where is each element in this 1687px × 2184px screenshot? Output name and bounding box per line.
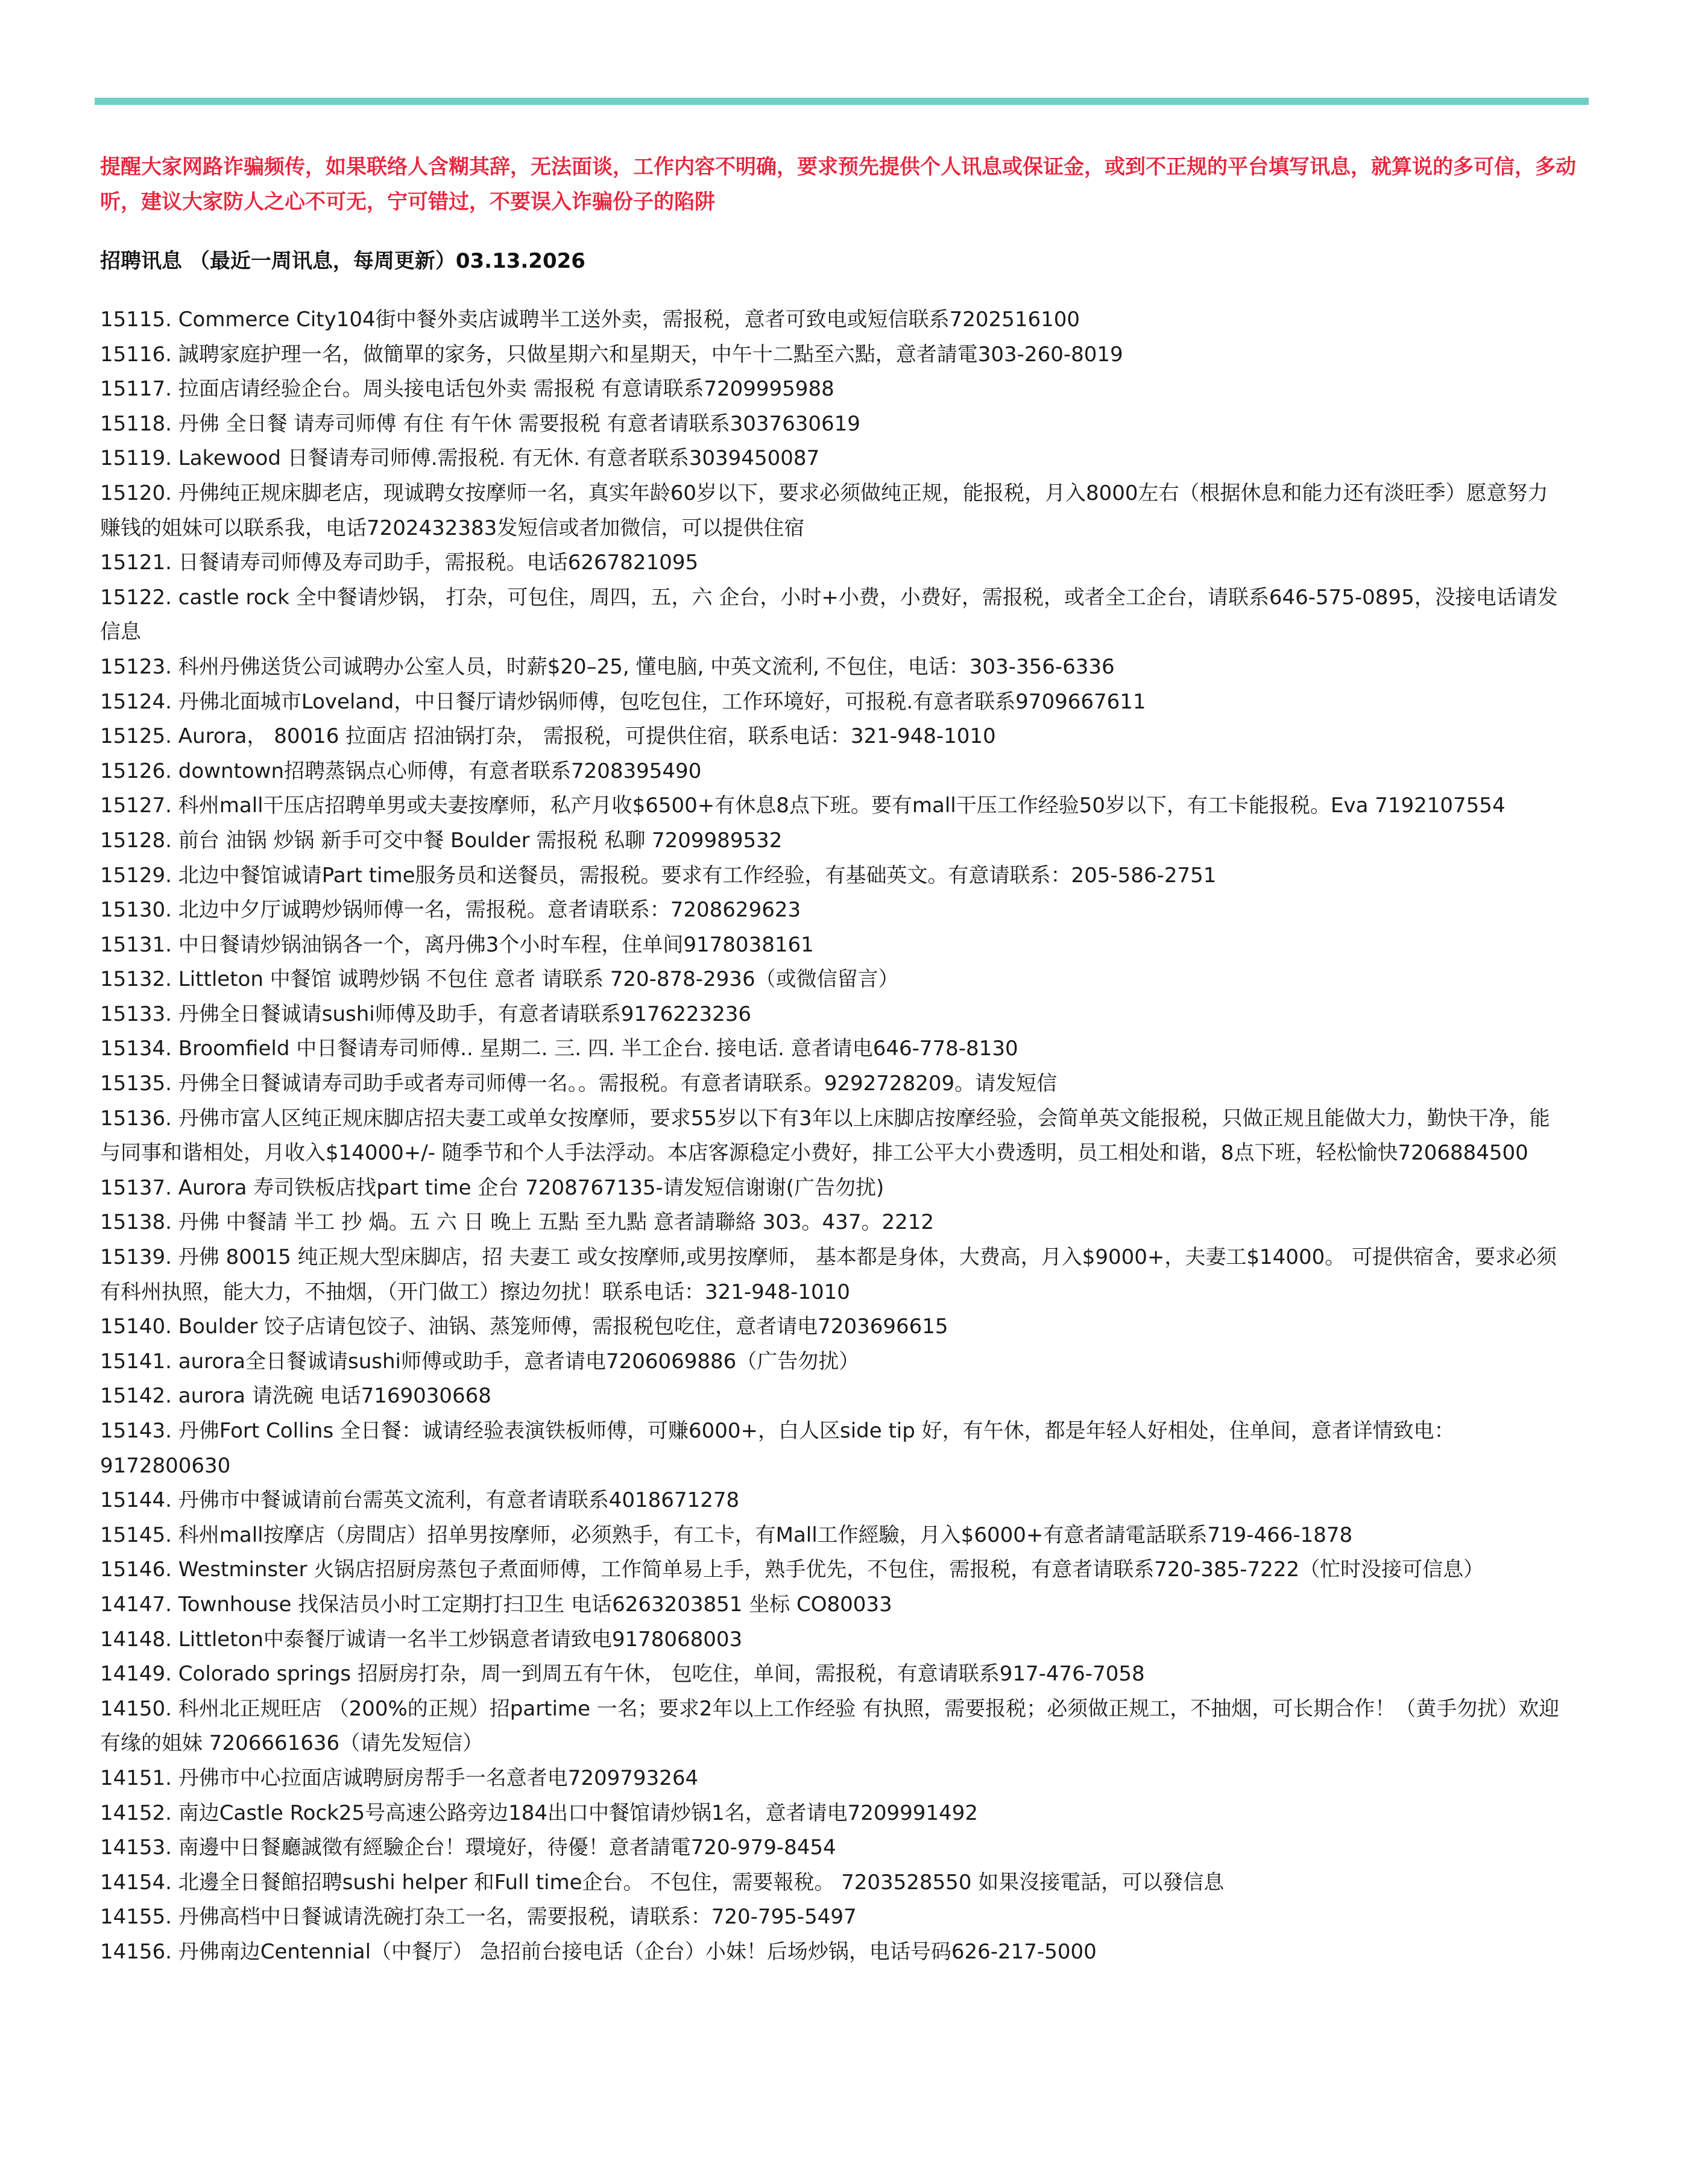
listing-item: 14155. 丹佛高档中日餐诚请洗碗打杂工一名，需要报税，请联系：720-795-5497: [100, 1905, 857, 1930]
listing-item: 15137. Aurora 寿司铁板店找part time 企台 7208767135-请发短信谢谢(广告勿扰): [100, 1175, 884, 1200]
listing-item: 15126. downtown招聘蒸锅点心师傅，有意者联系7208395490: [100, 759, 702, 783]
listing-item: 14151. 丹佛市中心拉面店诚聘厨房帮手一名意者电7209793264: [100, 1766, 699, 1790]
listing-item: 15118. 丹佛 全日餐 请寿司师傅 有住 有午休 需要报税 有意者请联系3037630619: [100, 411, 860, 436]
listing-item: 15119. Lakewood 日餐请寿司师傅.需报税. 有无休. 有意者联系3039450087: [100, 446, 820, 471]
listing-item: 15127. 科州mall干压店招聘单男或夫妻按摩师，私产月收$6500+有休息8点下班。要有mall干压工作经验50岁以下，有工卡能报税。Eva 7192107554: [100, 794, 1506, 818]
listing-item: 15138. 丹佛 中餐請 半工 抄 煱。五 六 日 晚上 五點 至九點 意者請聯絡 303。437。2212: [100, 1210, 934, 1235]
listing-item: 15139. 丹佛 80015 纯正规大型床脚店，招 夫妻工 或女按摩师,或男按摩师， 基本都是身体，大费高，月入$9000+，夫妻工$14000。 可提供宿舍，要求必须有科州执照，能大力，不抽烟，（开门做工）擦边勿扰！联系电话：321-948-1010: [100, 1245, 1557, 1304]
listing-item: 15131. 中日餐请炒锅油锅各一个，离丹佛3个小时车程，住单间9178038161: [100, 932, 814, 957]
listing-item: 15144. 丹佛市中餐诚请前台需英文流利，有意者请联系4018671278: [100, 1488, 740, 1513]
listing-item: 15116. 誠聘家庭护理一名，做簡單的家务，只做星期六和星期天，中午十二點至六點，意者請電303-260-8019: [100, 342, 1123, 367]
listing-item: 15129. 北边中餐馆诚请Part time服务员和送餐员，需报税。要求有工作经验，有基础英文。有意请联系：205-586-2751: [100, 863, 1217, 888]
listing-item: 14153. 南邊中日餐廳誠徵有經驗企台！環境好，待優！意者請電720-979-8454: [100, 1835, 836, 1860]
listing-item: 15124. 丹佛北面城市Loveland，中日餐厅请炒锅师傅，包吃包住，工作环境好，可报税.有意者联系9709667611: [100, 689, 1146, 714]
listing-item: 15117. 拉面店请经验企台。周头接电话包外卖 需报税 有意请联系7209995988: [100, 377, 834, 402]
listing-item: 14148. Littleton中泰餐厅诚请一名半工炒锅意者请致电9178068003: [100, 1627, 743, 1652]
listing-item: 15120. 丹佛纯正规床脚老店，现诚聘女按摩师一名，真实年龄60岁以下，要求必须做纯正规，能报税，月入8000左右（根据休息和能力还有淡旺季）愿意努力赚钱的姐妹可以联系我，电话7202432383发短信或者加微信，可以提供住宿: [100, 481, 1548, 540]
section-title: 招聘讯息 （最近一周讯息，每周更新）03.13.2026: [100, 249, 585, 273]
listing-item: 15136. 丹佛市富人区纯正规床脚店招夫妻工或单女按摩师，要求55岁以下有3年以上床脚店按摩经验，会简单英文能报税，只做正规且能做大力，勤快干净，能与同事和谐相处，月收入$14000+/- 随季节和个人手法浮动。本店客源稳定小费好，排工公平大小费透明，员工相处和谐，8点下班，轻松愉快7206884500: [100, 1106, 1550, 1166]
fraud-warning-notice: 提醒大家网路诈骗频传，如果联络人含糊其辞，无法面谈，工作内容不明确，要求预先提供个人讯息或保证金，或到不正规的平台填写讯息，就算说的多可信，多动听，建议大家防人之心不可无，宁可错过，不要误入诈骗份子的陷阱: [100, 155, 1576, 214]
listing-item: 15143. 丹佛Fort Collins 全日餐：诚请经验表演铁板师傅，可赚6000+，白人区side tip 好，有午休，都是年轻人好相处，住单间，意者详情致电：9172800630: [100, 1419, 1455, 1478]
listing-item: 15146. Westminster 火锅店招厨房蒸包子煮面师傅，工作简单易上手，熟手优先，不包住，需报税，有意者请联系720-385-7222（忙时没接可信息）: [100, 1558, 1484, 1582]
listing-item: 15121. 日餐请寿司师傅及寿司助手，需报税。电话6267821095: [100, 551, 699, 575]
listing-item: 15133. 丹佛全日餐诚请sushi师傅及助手，有意者请联系9176223236: [100, 1002, 752, 1026]
listing-item: 15115. Commerce City104街中餐外卖店诚聘半工送外卖，需报税，意者可致电或短信联系7202516100: [100, 308, 1080, 332]
listing-item: 15130. 北边中夕厅诚聘炒锅师傅一名，需报税。意者请联系：7208629623: [100, 898, 801, 923]
job-listings: [100, 303, 1565, 1970]
listing-item: 14152. 南边Castle Rock25号高速公路旁边184出口中餐馆请炒锅1名，意者请电7209991492: [100, 1801, 978, 1825]
listing-item: 15141. aurora全日餐诚请sushi师傅或助手，意者请电7206069886（广告勿扰）: [100, 1349, 860, 1374]
listing-item: 15128. 前台 油锅 炒锅 新手可交中餐 Boulder 需报税 私聊 7209989532: [100, 828, 783, 853]
listing-item: 15135. 丹佛全日餐诚请寿司助手或者寿司师傅一名。。需报税。有意者请联系。9292728209。请发短信: [100, 1071, 1058, 1096]
listing-item: 14154. 北邊全日餐館招聘sushi helper 和Full time企台。 不包住，需要報稅。 7203528550 如果沒接電話，可以發信息: [100, 1870, 1225, 1895]
listing-item: 15134. Broomfield 中日餐请寿司师傅.. 星期二. 三. 四. 半工企台. 接电话. 意者请电646-778-8130: [100, 1037, 1018, 1061]
listing-item: 15122. castle rock 全中餐请炒锅， 打杂，可包住，周四，五，六 企台，小时+小费，小费好，需报税，或者全工企台，请联系646-575-0895，没接电话请发信息: [100, 585, 1558, 645]
listing-item: 15140. Boulder 饺子店请包饺子、油锅、蒸笼师傅，需报税包吃住，意者请电7203696615: [100, 1315, 948, 1339]
listing-item: 15125. Aurora， 80016 拉面店 招油锅打杂， 需报税，可提供住宿，联系电话：321-948-1010: [100, 724, 996, 749]
listing-item: 14156. 丹佛南边Centennial（中餐厅） 急招前台接电话（企台）小妹！后场炒锅，电话号码626-217-5000: [100, 1939, 1097, 1964]
listing-item: 14147. Townhouse 找保洁员小时工定期打扫卫生 电话6263203851 坐标 CO80033: [100, 1592, 892, 1617]
listing-item: 15145. 科州mall按摩店（房間店）招单男按摩师，必须熟手，有工卡，有Mall工作經驗，月入$6000+有意者請電話联系719-466-1878: [100, 1523, 1353, 1547]
listing-item: 15123. 科州丹佛送货公司诚聘办公室人员，时薪$20–25, 懂电脑, 中英文流利, 不包住，电话：303-356-6336: [100, 654, 1115, 679]
listing-item: 15142. aurora 请洗碗 电话7169030668: [100, 1384, 491, 1409]
listing-item: 15132. Littleton 中餐馆 诚聘炒锅 不包住 意者 请联系 720-878-2936（或微信留言）: [100, 967, 899, 992]
listing-item: 14149. Colorado springs 招厨房打杂，周一到周五有午休， 包吃住，单间，需报税，有意请联系917-476-7058: [100, 1662, 1145, 1687]
top-divider-rule: [95, 98, 1589, 105]
listing-item: 14150. 科州北正规旺店 （200%的正规）招partime 一名；要求2年以上工作经验 有执照，需要报税；必须做正规工，不抽烟，可长期合作！（黄手勿扰）欢迎有缘的姐妹 7206661636（请先发短信）: [100, 1696, 1560, 1756]
